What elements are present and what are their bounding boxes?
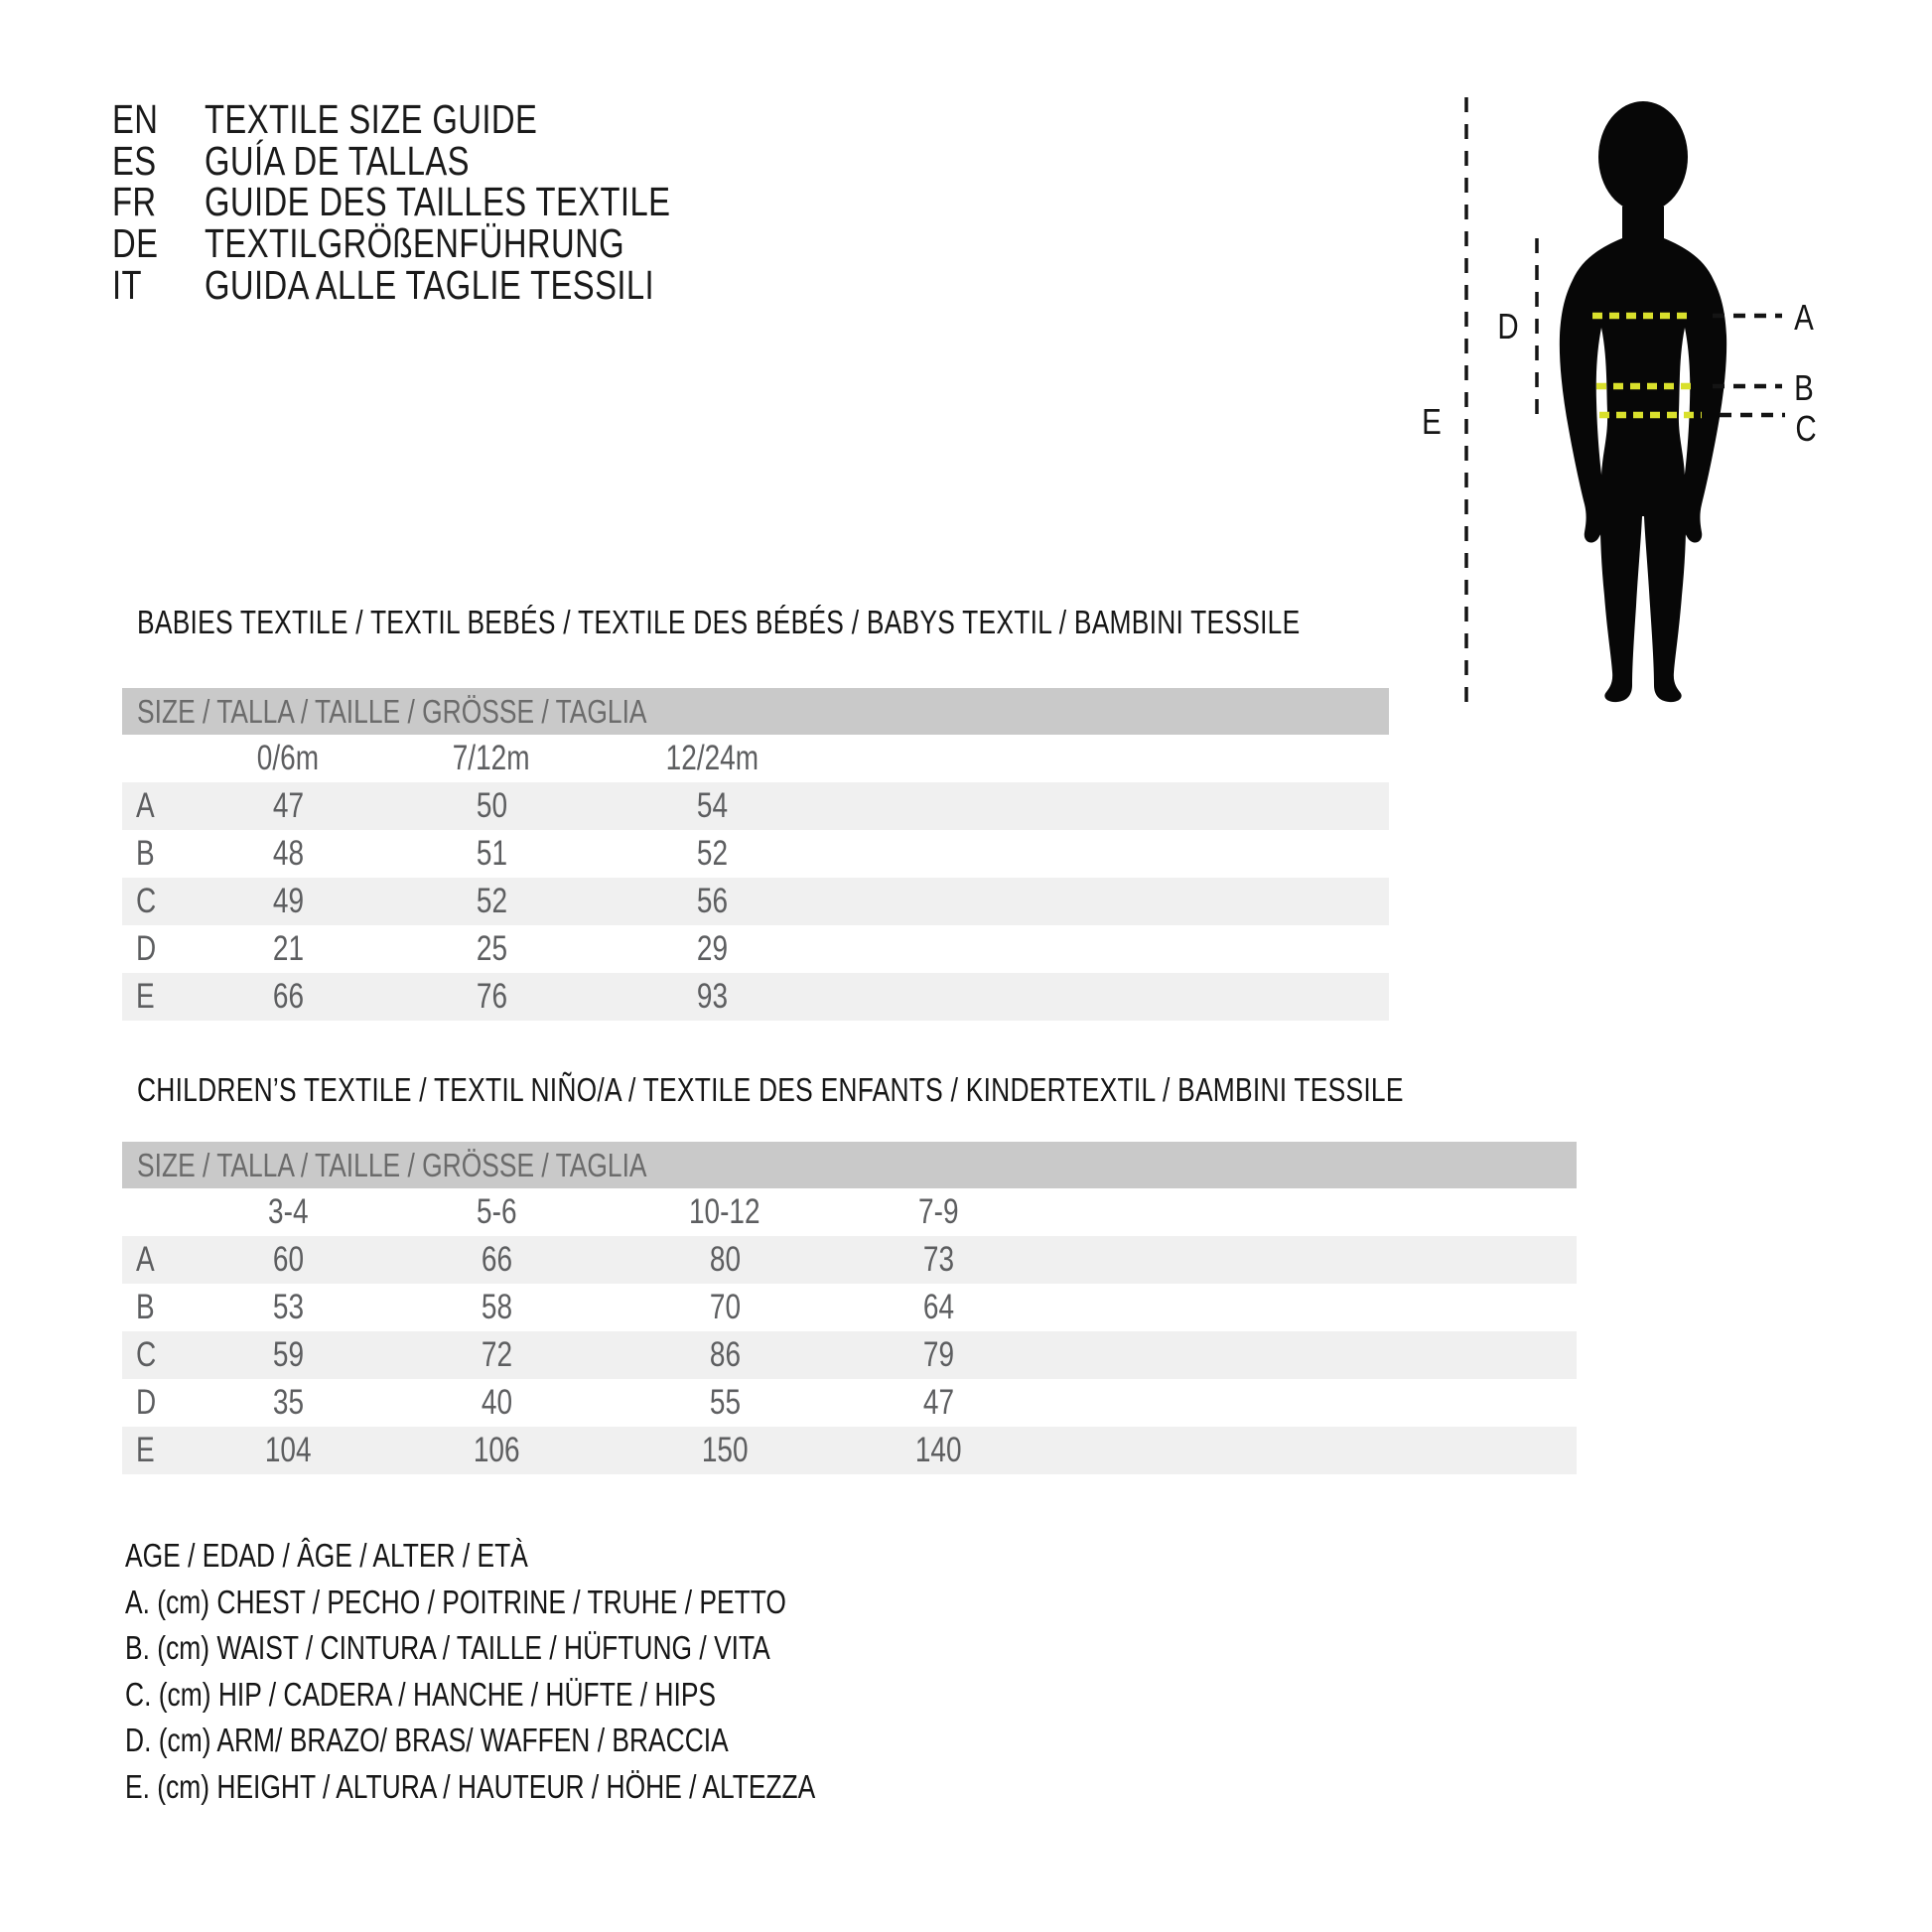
babies-col-0: 0/6m — [256, 739, 320, 777]
language-title-list — [112, 96, 787, 308]
children-row-d: D 35 40 55 47 — [136, 1383, 954, 1422]
legend-waist: B. (cm) WAIST / CINTURA / TAILLE / HÜFTUNG / VITA — [125, 1629, 770, 1667]
lang-title-fr: GUIDE DES TAILLES TEXTILE — [205, 179, 671, 225]
legend-height: E. (cm) HEIGHT / ALTURA / HAUTEUR / HÖHE / ALTEZZA — [125, 1767, 816, 1805]
babies-row-a: A 47 50 54 — [122, 782, 1389, 830]
babies-row-c: C 49 52 56 — [122, 878, 1389, 925]
lang-row-it — [112, 261, 787, 308]
children-col-1: 5-6 — [476, 1192, 517, 1231]
lang-title-de: TEXTILGRÖßENFÜHRUNG — [205, 220, 625, 267]
children-row-b: B 53 58 70 64 — [136, 1288, 954, 1326]
lang-title-en: TEXTILE SIZE GUIDE — [205, 96, 538, 143]
children-section-heading: CHILDREN’S TEXTILE / TEXTIL NIÑO/A / TEXTILE DES ENFANTS / KINDERTEXTIL / BAMBINI TESSILE — [137, 1071, 1404, 1108]
figure-label-d: D — [1497, 306, 1519, 346]
children-column-header-row — [122, 1188, 1577, 1236]
silhouette-head — [1598, 101, 1688, 212]
children-col-2: 10-12 — [689, 1192, 760, 1231]
children-col-3: 7-9 — [917, 1192, 959, 1231]
figure-label-c: C — [1795, 408, 1817, 449]
legend-age: AGE / EDAD / ÂGE / ALTER / ETÀ — [125, 1537, 528, 1575]
babies-row-b: B 48 51 52 — [136, 834, 729, 873]
babies-section-heading: BABIES TEXTILE / TEXTIL BEBÉS / TEXTILE DES BÉBÉS / BABYS TEXTIL / BAMBINI TESSILE — [137, 604, 1301, 640]
babies-column-header-row — [122, 735, 1389, 782]
lang-code-es: ES — [112, 137, 157, 184]
figure-label-b: B — [1794, 367, 1814, 408]
babies-row-d: D 21 25 29 — [136, 929, 729, 968]
legend-hip: C. (cm) HIP / CADERA / HANCHE / HÜFTE / HIPS — [125, 1675, 717, 1713]
lang-code-de: DE — [112, 220, 159, 267]
babies-row-e: E 66 76 93 — [122, 973, 1389, 1021]
children-col-0: 3-4 — [267, 1192, 309, 1231]
figure-label-a: A — [1794, 297, 1814, 338]
children-size-header-bar: SIZE / TALLA / TAILLE / GRÖSSE / TAGLIA — [122, 1142, 1577, 1188]
babies-col-1: 7/12m — [453, 739, 530, 777]
lang-title-it: GUIDA ALLE TAGLIE TESSILI — [205, 261, 655, 308]
lang-row-en — [112, 96, 787, 143]
lang-row-es — [112, 137, 787, 184]
babies-size-table — [122, 688, 1389, 1021]
children-row-c: C 59 72 86 79 — [122, 1331, 1577, 1379]
legend-chest: A. (cm) CHEST / PECHO / POITRINE / TRUHE / PETTO — [125, 1583, 786, 1620]
lang-code-en: EN — [112, 96, 159, 143]
babies-col-2: 12/24m — [665, 739, 759, 777]
lang-row-fr — [112, 179, 787, 225]
lang-code-it: IT — [112, 261, 142, 308]
legend-arm: D. (cm) ARM/ BRAZO/ BRAS/ WAFFEN / BRACCIA — [125, 1722, 729, 1759]
lang-title-es: GUÍA DE TALLAS — [205, 137, 470, 184]
figure-label-e: E — [1422, 401, 1442, 442]
lang-code-fr: FR — [112, 179, 157, 225]
children-size-table — [122, 1142, 1577, 1474]
babies-size-header-bar: SIZE / TALLA / TAILLE / GRÖSSE / TAGLIA — [122, 688, 1389, 735]
children-row-e: E 104 106 150 140 — [122, 1427, 1577, 1474]
lang-row-de — [112, 220, 787, 267]
measurement-legend — [125, 1533, 988, 1810]
children-row-a: A 60 66 80 73 — [122, 1236, 1577, 1284]
